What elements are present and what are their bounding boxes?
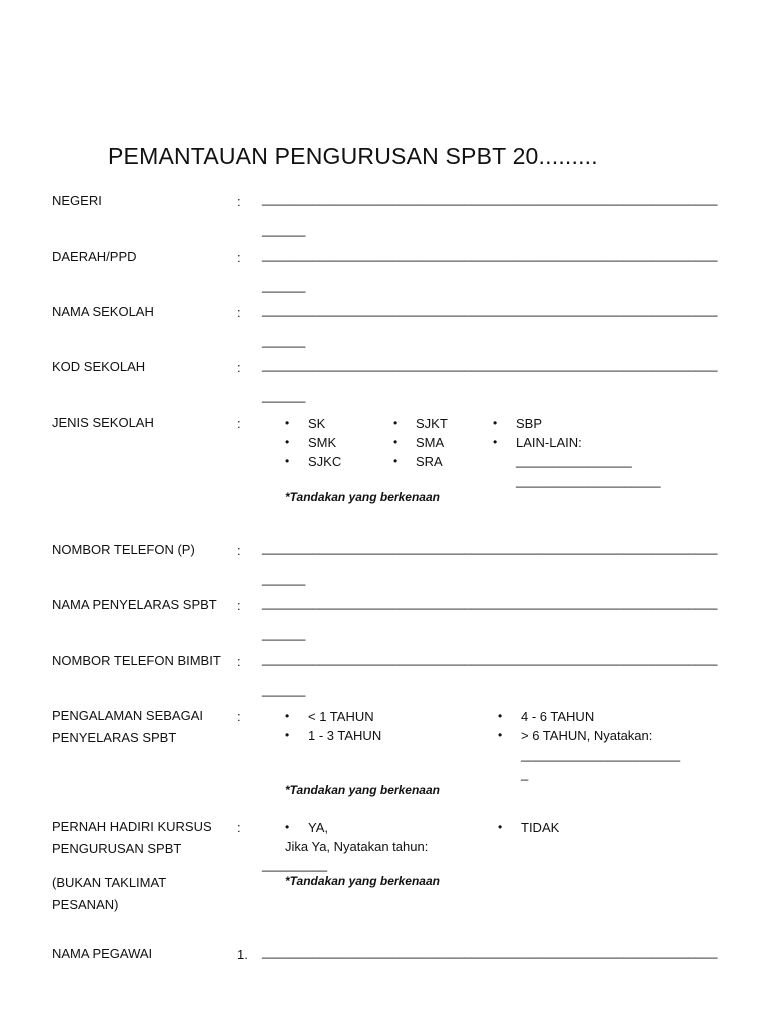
answer-line-kod-sekolah[interactable]: _______________________________________________________________: [262, 357, 718, 372]
bullet-icon: •: [498, 728, 503, 742]
instruction-note: *Tandakan yang berkenaan: [285, 783, 440, 797]
answer-line-penyelaras-cont[interactable]: ______: [262, 626, 306, 641]
pegawai-number: 1.: [237, 947, 248, 962]
bullet-icon: •: [498, 820, 503, 834]
colon: :: [237, 820, 241, 835]
answer-line-nama-sekolah[interactable]: _______________________________________________________________: [262, 302, 718, 317]
field-label-jenis-sekolah: JENIS SEKOLAH: [52, 415, 154, 430]
bullet-icon: •: [393, 435, 398, 449]
jika-ya-label: Jika Ya, Nyatakan tahun:: [285, 839, 429, 854]
field-label-penyelaras: NAMA PENYELARAS SPBT: [52, 597, 217, 612]
option-tidak[interactable]: TIDAK: [521, 820, 560, 835]
answer-line-telefon-bimbit-cont[interactable]: ______: [262, 682, 306, 697]
answer-line-penyelaras[interactable]: _______________________________________________________________: [262, 595, 718, 610]
answer-line-lain-lain[interactable]: ________________: [516, 453, 632, 468]
answer-line-telefon-p-cont[interactable]: ______: [262, 571, 306, 586]
field-label-nama-pegawai: NAMA PEGAWAI: [52, 946, 153, 961]
bullet-icon: •: [393, 454, 398, 468]
option-ya[interactable]: YA,: [308, 820, 328, 835]
option-4-6-tahun[interactable]: 4 - 6 TAHUN: [521, 709, 595, 724]
field-label-kursus: PERNAH HADIRI KURSUS PENGURUSAN SPBT: [52, 819, 212, 856]
colon: :: [237, 709, 241, 724]
option-sk[interactable]: SK: [308, 416, 326, 431]
option-sbp[interactable]: SBP: [516, 416, 543, 431]
bullet-icon: •: [285, 435, 290, 449]
answer-line-tahun[interactable]: _________: [262, 857, 328, 872]
field-label-telefon-p: NOMBOR TELEFON (P): [52, 542, 195, 557]
colon: :: [237, 360, 241, 375]
field-label-bukan-taklimat: (BUKAN TAKLIMAT PESANAN): [52, 875, 167, 912]
bullet-icon: •: [285, 709, 290, 723]
field-label-kod-sekolah: KOD SEKOLAH: [52, 359, 146, 374]
answer-line-lain-lain-cont[interactable]: ____________________: [516, 473, 661, 488]
bullet-icon: •: [285, 728, 290, 742]
option-lebih-6-tahun[interactable]: > 6 TAHUN, Nyatakan:: [521, 728, 653, 743]
option-sjkt[interactable]: SJKT: [416, 416, 448, 431]
option-1-3-tahun[interactable]: 1 - 3 TAHUN: [308, 728, 382, 743]
answer-line-negeri[interactable]: _______________________________________________________________: [262, 191, 718, 206]
answer-line-telefon-p[interactable]: _______________________________________________________________: [262, 540, 718, 555]
option-sjkc[interactable]: SJKC: [308, 454, 342, 469]
field-label-negeri: NEGERI: [52, 193, 102, 208]
answer-line-telefon-bimbit[interactable]: _______________________________________________________________: [262, 651, 718, 666]
colon: :: [237, 250, 241, 265]
bullet-icon: •: [285, 820, 290, 834]
form-title: PEMANTAUAN PENGURUSAN SPBT 20.........: [108, 143, 598, 169]
bullet-icon: •: [393, 416, 398, 430]
instruction-note: *Tandakan yang berkenaan: [285, 874, 440, 888]
bullet-icon: •: [285, 454, 290, 468]
answer-line-nama-sekolah-cont[interactable]: ______: [262, 333, 306, 348]
bullet-icon: •: [498, 709, 503, 723]
option-sra[interactable]: SRA: [416, 454, 443, 469]
answer-line-nama-pegawai[interactable]: _______________________________________________________________: [262, 944, 718, 959]
field-label-nama-sekolah: NAMA SEKOLAH: [52, 304, 154, 319]
bullet-icon: •: [493, 416, 498, 430]
bullet-icon: •: [493, 435, 498, 449]
instruction-note: *Tandakan yang berkenaan: [285, 490, 440, 504]
option-lain-lain[interactable]: LAIN-LAIN:: [516, 435, 582, 450]
field-label-pengalaman: PENGALAMAN SEBAGAI PENYELARAS SPBT: [52, 708, 203, 745]
field-label-telefon-bimbit: NOMBOR TELEFON BIMBIT: [52, 653, 221, 668]
answer-line-daerah[interactable]: _______________________________________________________________: [262, 247, 718, 262]
field-label-daerah: DAERAH/PPD: [52, 249, 137, 264]
colon: :: [237, 654, 241, 669]
answer-line-negeri-cont[interactable]: ______: [262, 222, 306, 237]
answer-line-nyatakan[interactable]: ______________________: [521, 747, 681, 762]
answer-line-kod-sekolah-cont[interactable]: ______: [262, 388, 306, 403]
colon: :: [237, 543, 241, 558]
colon: :: [237, 194, 241, 209]
answer-line-nyatakan-cont[interactable]: _: [521, 766, 529, 781]
colon: :: [237, 598, 241, 613]
option-smk[interactable]: SMK: [308, 435, 337, 450]
answer-line-daerah-cont[interactable]: ______: [262, 278, 306, 293]
bullet-icon: •: [285, 416, 290, 430]
colon: :: [237, 416, 241, 431]
colon: :: [237, 305, 241, 320]
option-sma[interactable]: SMA: [416, 435, 445, 450]
option-kurang-1-tahun[interactable]: < 1 TAHUN: [308, 709, 374, 724]
